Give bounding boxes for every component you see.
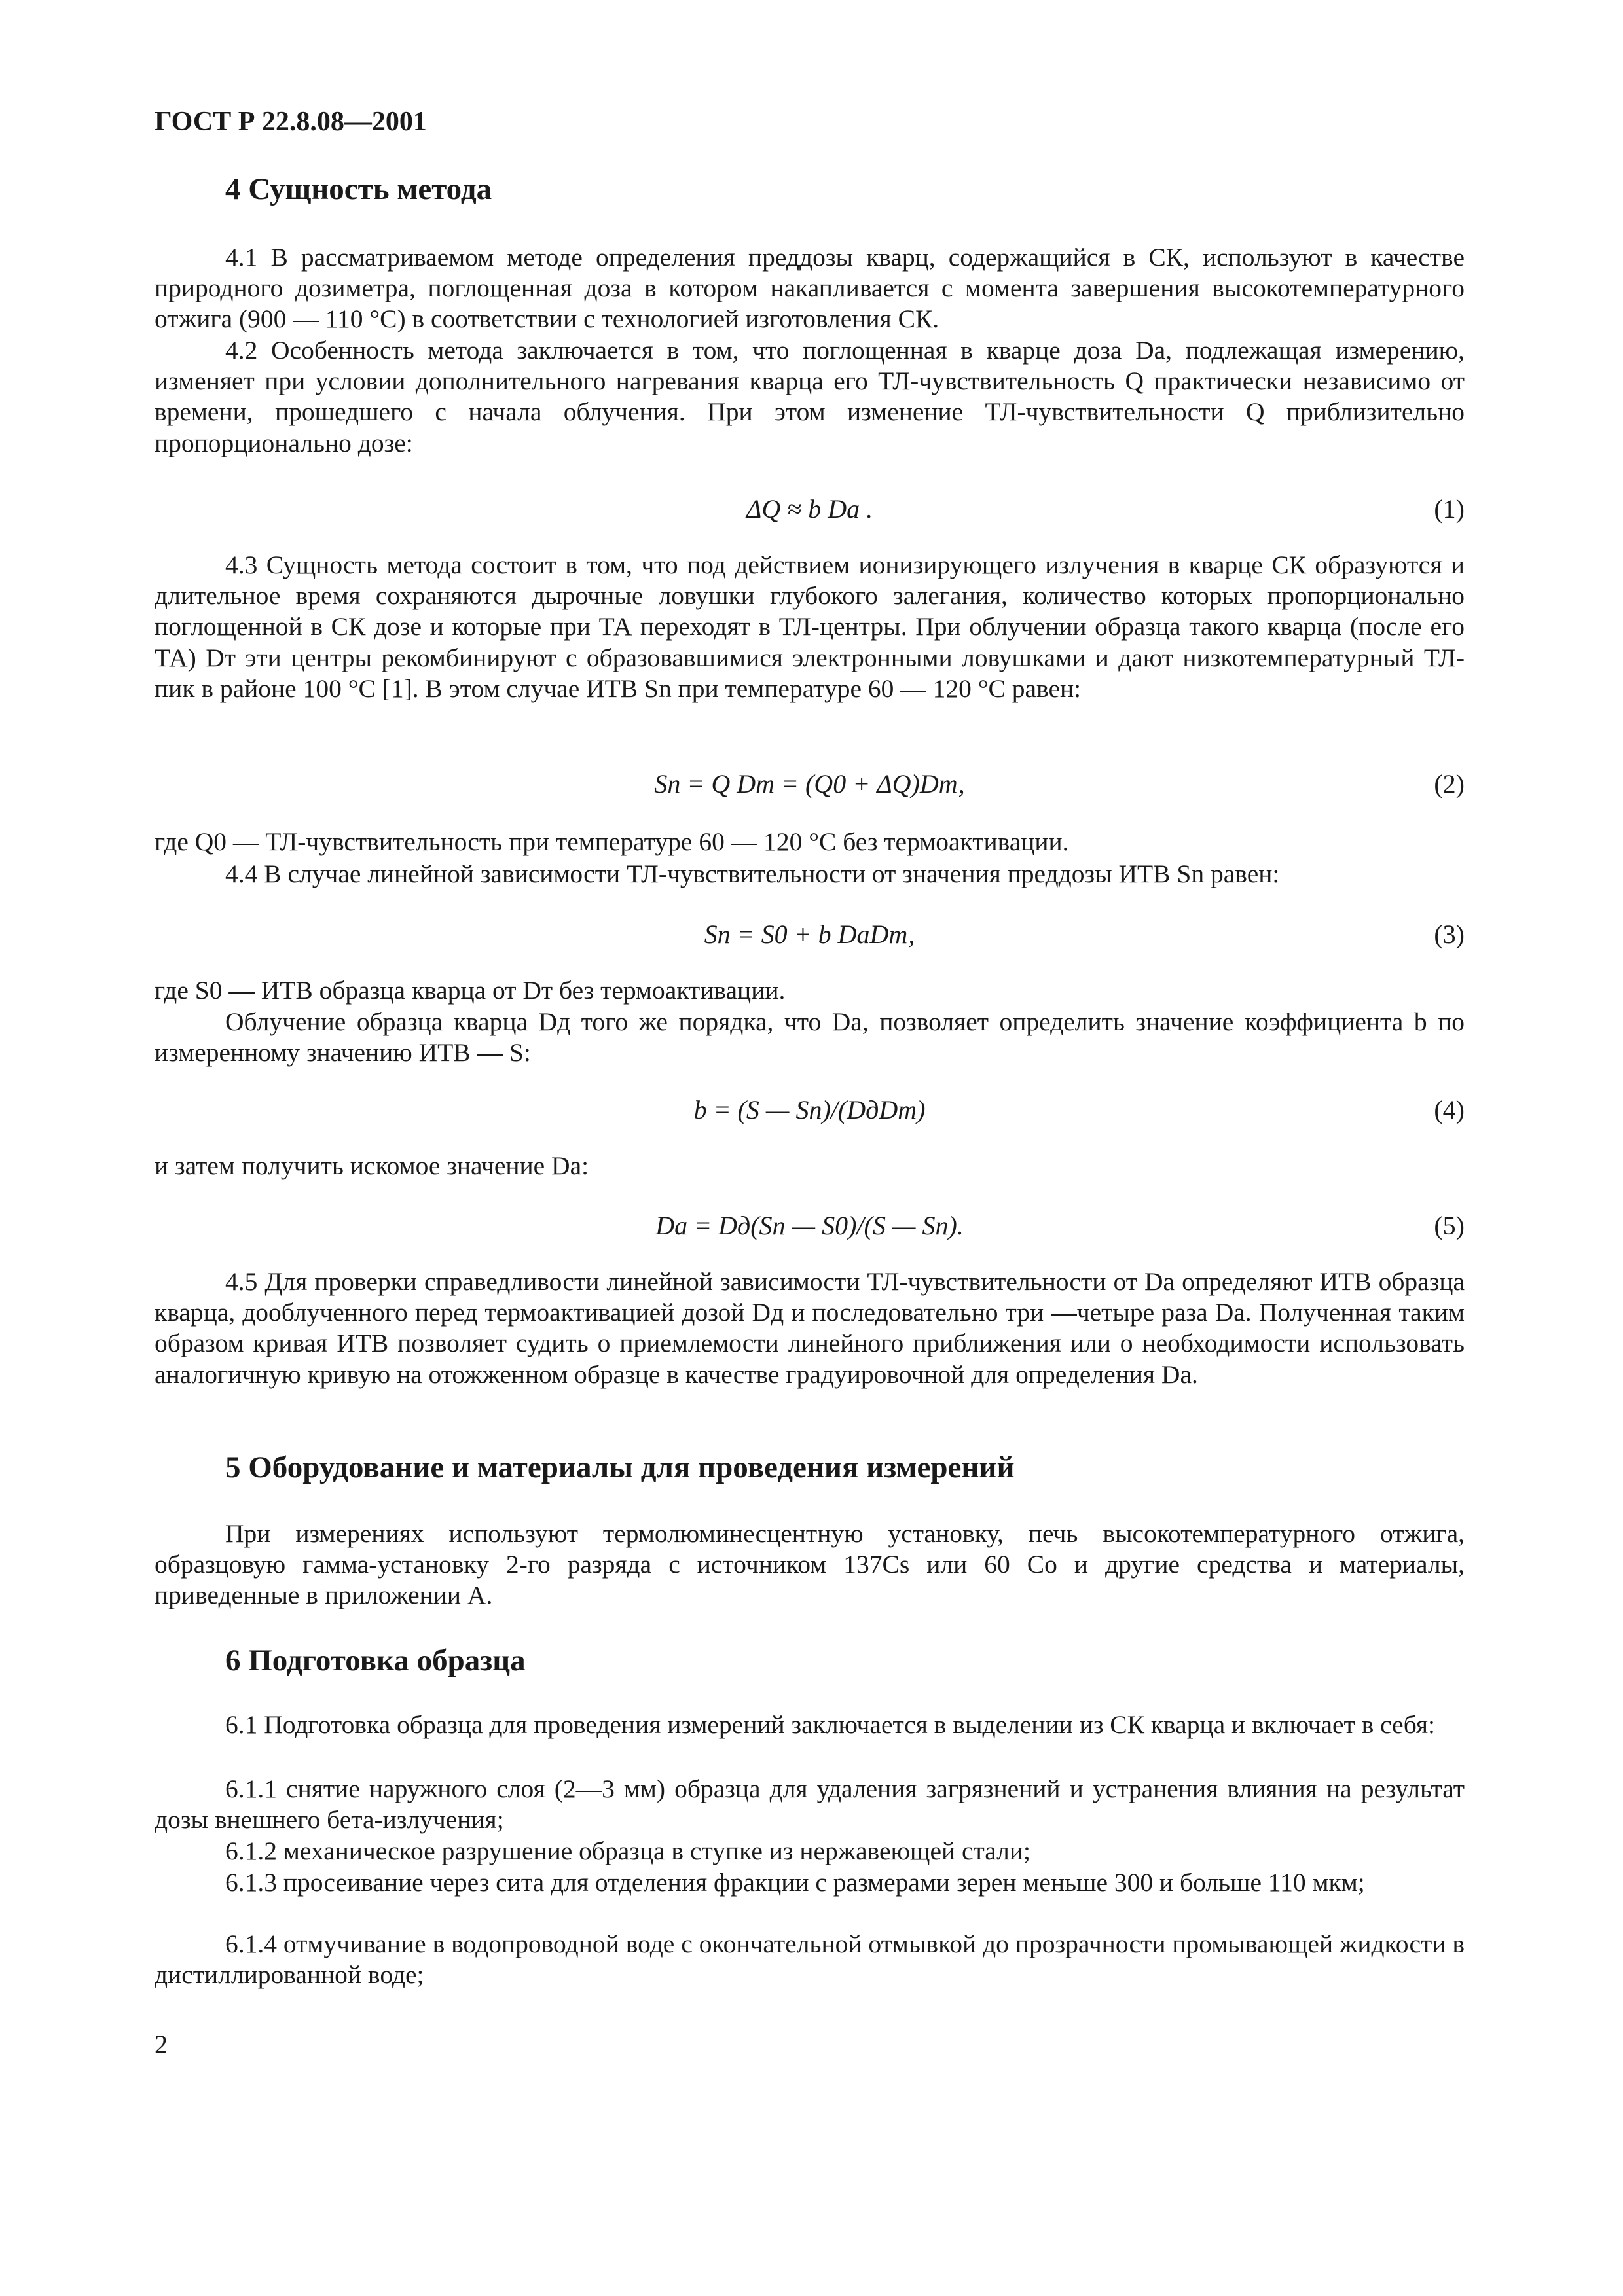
paragraph-4-2: 4.2 Особенность метода заключается в том, что поглощенная в кварце доза Da, подлежащая измерению, изменяет при условии дополнительного нагревания кварца его ТЛ-чувствительность Q практически независимо от времени, прошедшего с начала облучения. При этом изменение ТЛ-чувствительности Q приблизительно пропорционально дозе:: [155, 336, 1465, 457]
formula-1-number: (1): [1434, 494, 1465, 524]
paragraph-4-4: 4.4 В случае линейной зависимости ТЛ-чувствительности от значения преддозы ИТВ Sn равен:: [225, 859, 1280, 888]
item-6-1-2: 6.1.2 механическое разрушение образца в ступке из нержавеющей стали;: [225, 1837, 1030, 1865]
formula-3-number: (3): [1434, 920, 1465, 949]
formula-3: [155, 916, 1465, 953]
formula-1-expression: ΔQ ≈ b Da .: [746, 494, 873, 524]
item-6-1-4: 6.1.4 отмучивание в водопроводной воде с окончательной отмывкой до прозрачности промывающей жидкости в дистиллированной воде;: [155, 1929, 1465, 1990]
paragraph-4-4-c: и затем получить искомое значение Da:: [155, 1151, 589, 1180]
formula-5: [155, 1208, 1465, 1244]
formula-4: [155, 1092, 1465, 1128]
paragraph-4-3: 4.3 Сущность метода состоит в том, что под действием ионизирующего излучения в кварце СК образуются и длительное время сохраняются дырочные ловушки глубокого залегания, количество которых пропорционально поглощенной в СК дозе и которые при ТА переходят в ТЛ-центры. При облучении образца такого кварца (после его ТА) Dт эти центры рекомбинируют с образовавшимися электронными ловушками и дают низкотемпературный ТЛ-пик в районе 100 °С [1]. В этом случае ИТВ Sn при температуре 60 — 120 °С равен:: [155, 550, 1465, 703]
paragraph-4-4-b: Облучение образца кварца Dд того же порядка, что Da, позволяет определить значение коэффициента b по измеренному значению ИТВ — S:: [155, 1007, 1465, 1067]
section-5-title: 5 Оборудование и материалы для проведения измерений: [225, 1450, 1015, 1484]
section-6-title: 6 Подготовка образца: [225, 1643, 526, 1677]
formula-2-expression: Sn = Q Dт = (Q0 + ΔQ)Dт,: [654, 769, 965, 798]
section-4-title: 4 Сущность метода: [225, 172, 492, 206]
paragraph-5-1: При измерениях используют термолюминесцентную установку, печь высокотемпературного отжига, образцовую гамма-установку 2-го разряда с источником 137Cs или 60 Co и другие средства и материалы, приведенные в приложении А.: [155, 1519, 1465, 1610]
paragraph-4-5: 4.5 Для проверки справедливости линейной зависимости ТЛ-чувствительности от Da определяют ИТВ образца кварца, дооблученного перед термоактивацией дозой Dд и последовательно три —четыре раза Da. Полученная таким образом кривая ИТВ позволяет судить о приемлемости линейного приближения или о необходимости использовать аналогичную кривую на отожженном образце в качестве градуировочной для определения Da.: [155, 1267, 1465, 1389]
formula-2-number: (2): [1434, 769, 1465, 798]
formula-1: [155, 491, 1465, 528]
formula-4-expression: b = (S — Sn)/(DдDт): [693, 1095, 926, 1124]
formula-5-number: (5): [1434, 1211, 1465, 1240]
paragraph-4-1: 4.1 В рассматриваемом методе определения преддозы кварц, содержащийся в СК, используют в качестве природного дозиметра, поглощенная доза в котором накапливается с момента завершения высокотемпературного отжига (900 — 110 °С) в соответствии с технологией изготовления СК.: [155, 243, 1465, 334]
paragraph-6-1: 6.1 Подготовка образца для проведения измерений заключается в выделении из СК кварца и включает в себя:: [225, 1710, 1435, 1739]
item-6-1-3: 6.1.3 просеивание через сита для отделения фракции с размерами зерен меньше 300 и больше 110 мкм;: [225, 1868, 1365, 1897]
standard-id: ГОСТ Р 22.8.08—2001: [155, 107, 427, 137]
paragraph-4-4-where: где S0 — ИТВ образца кварца от Dт без термоактивации.: [155, 976, 786, 1005]
item-6-1-1: 6.1.1 снятие наружного слоя (2—3 мм) образца для удаления загрязнений и устранения влияния на результат дозы внешнего бета-излучения;: [155, 1774, 1465, 1835]
formula-5-expression: Da = Dд(Sn — S0)/(S — Sn).: [655, 1211, 964, 1240]
formula-2: [155, 766, 1465, 802]
formula-3-expression: Sn = S0 + b DaDт,: [704, 920, 915, 949]
page-number: 2: [155, 2030, 168, 2059]
formula-4-number: (4): [1434, 1095, 1465, 1124]
paragraph-4-3-where: где Q0 — ТЛ-чувствительность при температуре 60 — 120 °С без термоактивации.: [155, 827, 1069, 856]
